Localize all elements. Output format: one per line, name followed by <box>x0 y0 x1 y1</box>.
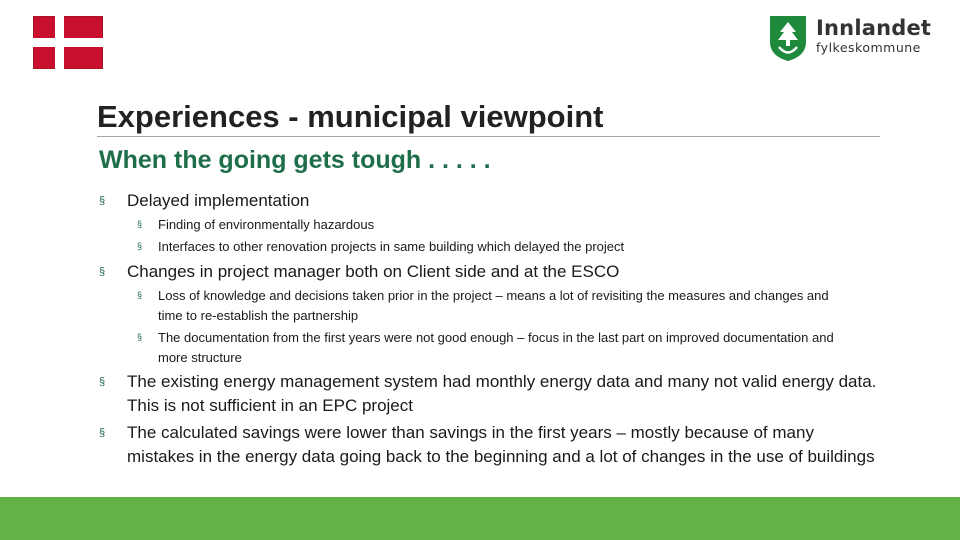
bullet-marker-icon: § <box>137 241 143 251</box>
bullet-marker-icon: § <box>99 195 106 207</box>
bullet-marker-icon: § <box>137 332 143 342</box>
title-divider <box>97 136 880 137</box>
bullet-level2 <box>137 215 837 235</box>
bullet-marker-icon: § <box>99 376 106 388</box>
logo-name: Innlandet <box>816 16 932 40</box>
bullet-level1 <box>99 370 879 418</box>
bullet-text: Interfaces to other renovation projects in same building which delayed the project <box>158 239 625 254</box>
bullet-text: The calculated savings were lower than savings in the first years – mostly because of many mistakes in the energy data going back to the beginning and a lot of changes in the use of buildings <box>127 423 875 466</box>
denmark-flag-icon <box>33 16 103 69</box>
bullet-level1 <box>99 421 879 469</box>
bullet-text: The documentation from the first years were not good enough – focus in the last part on improved documentation and more structure <box>158 330 834 365</box>
bullet-level2 <box>137 328 837 367</box>
bullet-marker-icon: § <box>99 266 106 278</box>
bullet-level2 <box>137 237 837 257</box>
coat-of-arms-icon <box>768 14 808 62</box>
bullet-text: Delayed implementation <box>127 191 310 210</box>
bullet-level1 <box>99 189 879 213</box>
bullet-level2 <box>137 286 837 325</box>
bullet-text: Finding of environmentally hazardous <box>158 217 375 232</box>
slide-subtitle: When the going gets tough . . . . . <box>99 146 491 174</box>
footer-bar <box>0 497 960 540</box>
innlandet-logo <box>768 14 938 64</box>
slide-title: Experiences - municipal viewpoint <box>97 99 604 134</box>
bullet-marker-icon: § <box>137 290 143 300</box>
bullet-marker-icon: § <box>99 427 106 439</box>
bullet-text: Loss of knowledge and decisions taken prior in the project – means a lot of revisiting the measures and changes and time to re-establish the partnership <box>158 288 829 323</box>
bullet-level1 <box>99 260 879 284</box>
bullet-marker-icon: § <box>137 219 143 229</box>
logo-subtitle: fylkeskommune <box>816 40 921 55</box>
bullet-text: The existing energy management system had monthly energy data and many not valid energy data. This is not sufficient in an EPC project <box>127 372 877 415</box>
bullet-text: Changes in project manager both on Client side and at the ESCO <box>127 262 620 281</box>
